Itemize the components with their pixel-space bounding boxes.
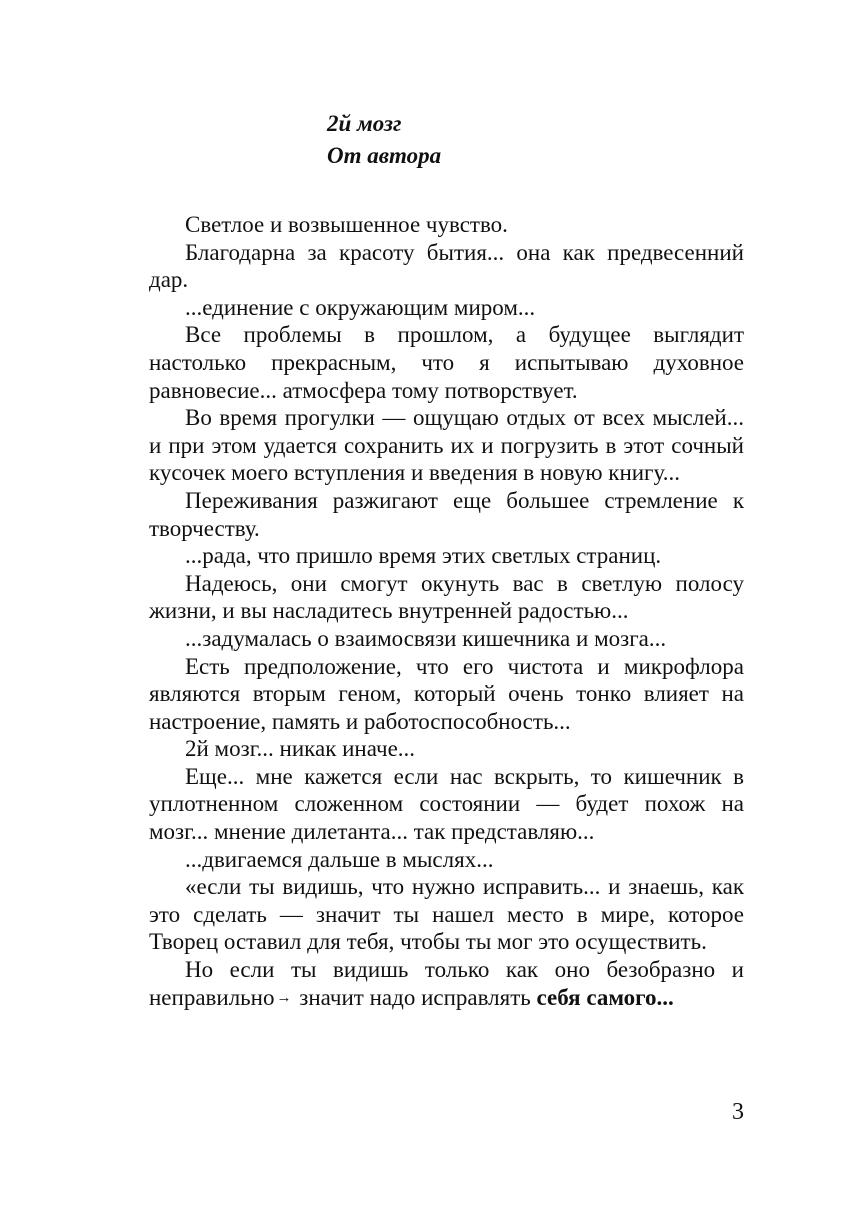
arrow-right-icon: → bbox=[276, 989, 292, 1006]
paragraph: ...задумалась о взаимосвязи кишечника и мозга... bbox=[185, 625, 667, 651]
paragraph: ...единение с окружающим миром... bbox=[185, 294, 536, 320]
last-paragraph-bold-tail: себя самого... bbox=[536, 984, 674, 1010]
chapter-heading bbox=[327, 108, 441, 172]
last-paragraph bbox=[149, 956, 744, 1012]
paragraph: «если ты видишь, что нужно исправить... и знаешь, как это сделать — значит ты нашел место в мире, которое Творец оставил для тебя, чтобы ты мог это осуществить. bbox=[149, 874, 744, 955]
paragraph: ...рада, что пришло время этих светлых страниц. bbox=[185, 543, 662, 569]
paragraph: Переживания разжигают еще большее стремление к творчеству. bbox=[149, 487, 744, 541]
paragraph: ...двигаемся дальше в мыслях... bbox=[185, 846, 494, 872]
body-text bbox=[149, 211, 744, 1012]
paragraph: Светлое и возвышенное чувство. bbox=[185, 212, 508, 237]
page-number: 3 bbox=[732, 1099, 744, 1125]
last-paragraph-middle: значит надо исправлять bbox=[293, 984, 537, 1010]
paragraph: 2й мозг... никак иначе... bbox=[185, 736, 416, 762]
paragraph: Благодарна за красоту бытия... она как предвесенний дар. bbox=[149, 239, 744, 293]
paragraph: Все проблемы в прошлом, а будущее выглядит настолько прекрасным, что я испытываю духовное равновесие... атмосфера тому потворствует. bbox=[149, 322, 744, 403]
paragraph: Еще... мне кажется если нас вскрыть, то кишечник в уплотненном сложенном состоянии — будет похож на мозг... мнение дилетанта... так представляю... bbox=[149, 763, 744, 845]
last-paragraph-start: Но если ты видишь только как оно безобразно и неправильно bbox=[149, 957, 744, 1010]
paragraph: Во время прогулки — ощущаю отдых от всех мыслей... и при этом удается сохранить их и погрузить в этот сочный кусочек моего вступления и введения в новую книгу... bbox=[149, 405, 744, 486]
paragraph: Есть предположение, что его чистота и микрофлора являются вторым геном, который очень тонко влияет на настроение, память и работоспособность... bbox=[149, 653, 744, 734]
paragraph: Надеюсь, они смогут окунуть вас в светлую полосу жизни, и вы насладитесь внутренней радостью... bbox=[149, 570, 744, 624]
chapter-subtitle: От автора bbox=[327, 143, 442, 168]
chapter-title: 2й мозг bbox=[327, 111, 402, 136]
